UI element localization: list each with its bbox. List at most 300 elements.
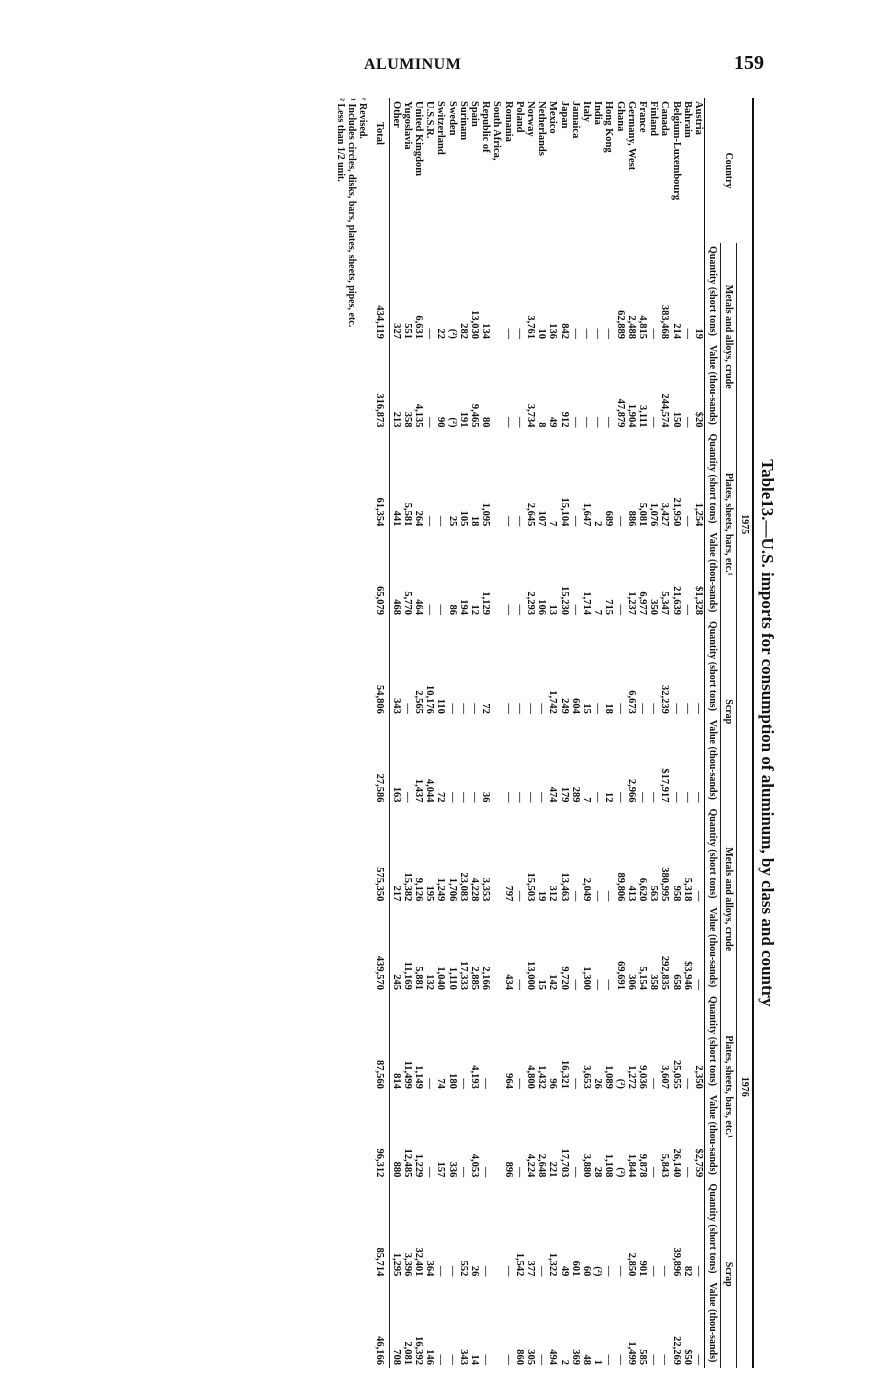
value-cell: — (681, 791, 693, 803)
country-header: Country (705, 98, 754, 243)
value-cell: — (614, 791, 626, 803)
value-cell: 157 (435, 1161, 447, 1178)
value-cell: 23,083 (457, 872, 469, 902)
value-cell: 96 (547, 1078, 559, 1089)
value-cell: 860 (513, 1349, 525, 1365)
value-cell: — (614, 703, 626, 714)
footnote-2: ² Less than 1/2 unit. (335, 98, 347, 182)
value-cell: 9,036 (636, 1065, 648, 1089)
value-cell: 10 (536, 328, 548, 339)
value-cell: — (569, 515, 581, 527)
value-cell: 3,396 (401, 1252, 413, 1277)
value-cell: — (513, 890, 525, 902)
value-cell: 3,607 (659, 1065, 671, 1089)
table-row (558, 98, 569, 1368)
value-cell: 896 (502, 1161, 514, 1178)
value-cell (491, 529, 502, 618)
value-cell: 383,468 (659, 304, 671, 339)
value-cell: 4,135 (412, 403, 424, 428)
year-header-1976: 1976 (737, 805, 754, 1368)
value-cell: 26 (592, 1078, 604, 1089)
value-cell: $50 (681, 1349, 693, 1365)
value-cell: 16,321 (558, 1060, 570, 1089)
value-cell: 1,322 (547, 1252, 559, 1277)
value-cell: 61,354 (374, 430, 390, 529)
country-cell: Germany, West (625, 101, 637, 171)
value-cell: 1,249 (435, 877, 447, 902)
value-cell: 14 (468, 1354, 480, 1365)
value-cell: 2,049 (580, 877, 592, 902)
table-row (390, 98, 402, 1368)
value-cell: — (524, 791, 536, 803)
country-cell: Spain (468, 101, 480, 127)
table-row (480, 98, 491, 1368)
value-cell: 9,720 (558, 966, 570, 990)
value-cell: 689 (603, 510, 615, 527)
value-cell: 179 (558, 786, 570, 803)
value-cell (491, 618, 502, 717)
value-cell: 1,904 (625, 403, 637, 428)
value-cell: 180 (446, 1073, 458, 1089)
value-cell: 5,881 (412, 966, 424, 990)
country-cell: Romania (502, 101, 514, 142)
value-cell: — (480, 1166, 492, 1178)
value-cell: 146 (424, 1349, 436, 1365)
value-cell: 16,392 (412, 1336, 424, 1365)
value-cell: 22 (435, 328, 447, 339)
country-cell: Total (374, 98, 390, 243)
value-cell: 85,714 (374, 1180, 390, 1279)
value-cell: — (536, 703, 548, 714)
value-cell: — (424, 1078, 436, 1089)
value-cell: — (480, 1265, 492, 1277)
country-cell: Finland (648, 101, 660, 137)
value-cell: $17,917 (659, 768, 671, 803)
value-cell: — (446, 703, 458, 714)
value-cell: 12 (603, 791, 615, 803)
value-cell: 439,570 (374, 904, 390, 993)
value-cell: 1,076 (648, 502, 660, 527)
table-row (491, 98, 502, 1368)
country-cell: Belgium-Luxembourg (670, 101, 682, 201)
value-cell: — (603, 328, 615, 339)
value-cell: 32,401 (412, 1247, 424, 1277)
value-cell: 715 (603, 599, 615, 615)
value-cell: — (648, 791, 660, 803)
value-cell: — (502, 515, 514, 527)
value-cell: 12,485 (401, 1148, 413, 1178)
value-cell: 1,499 (625, 1341, 637, 1365)
value-cell: — (681, 328, 693, 339)
value-cell: 1,229 (412, 1153, 424, 1178)
value-cell: 244,574 (659, 393, 671, 428)
value-cell: — (502, 703, 514, 714)
value-cell: 413 (625, 885, 637, 902)
value-cell: 1,095 (480, 502, 492, 527)
value-cell: 2,850 (625, 1252, 637, 1277)
value-cell: 2,488 (625, 315, 637, 339)
value-cell: 49 (558, 1265, 570, 1277)
value-cell: — (513, 416, 525, 428)
footnote-revised: ʳ Revised. (357, 98, 369, 139)
value-cell (491, 243, 502, 342)
value-cell: — (592, 979, 604, 990)
value-cell: 2,885 (468, 966, 480, 990)
value-cell: — (569, 416, 581, 428)
value-cell: 195 (424, 885, 436, 902)
value-cell: 6,673 (625, 690, 637, 714)
footnote-1: ¹ Includes circles, disks, bars, plates, sheets, pipes, etc. (346, 98, 358, 328)
value-cell: 19 (536, 890, 548, 902)
value-cell: 1,300 (580, 966, 592, 990)
value-cell: — (681, 1078, 693, 1089)
country-cell: Hong Kong (603, 101, 615, 153)
table-row (413, 98, 424, 1368)
value-cell: 17,703 (558, 1148, 570, 1178)
value-cell: 7 (592, 609, 604, 615)
value-cell: 6,977 (636, 591, 648, 615)
value-cell: 464 (412, 599, 424, 615)
value-cell: 1,437 (412, 778, 424, 803)
quantity-column-header: Quantity (short tons) (705, 805, 721, 904)
country-cell: South Africa, (491, 101, 503, 161)
value-cell: 494 (547, 1349, 559, 1365)
value-cell: 1,110 (446, 966, 458, 990)
value-cell: — (648, 328, 660, 339)
total-row (374, 98, 390, 1368)
value-cell: 132 (424, 974, 436, 990)
value-cell: 9,126 (412, 877, 424, 902)
value-cell: 28 (592, 1166, 604, 1178)
value-cell: 90 (435, 416, 447, 428)
value-cell: — (513, 515, 525, 527)
value-cell: — (603, 1265, 615, 1277)
value-cell: 327 (390, 323, 402, 339)
country-cell: Mexico (547, 101, 559, 134)
value-cell: 1,272 (625, 1065, 637, 1089)
value-cell: 27,586 (374, 717, 390, 806)
value-cell: — (569, 328, 581, 339)
value-cell: 292,835 (659, 955, 671, 990)
value-cell: 316,873 (374, 342, 390, 431)
value-cell: 1,129 (480, 591, 492, 615)
value-cell: 7 (580, 797, 592, 803)
value-cell: 3,653 (580, 1065, 592, 1089)
value-cell: — (569, 979, 581, 990)
value-cell: — (424, 515, 436, 527)
value-column-header: Value (thou-sands) (705, 1279, 721, 1368)
value-cell: 136 (547, 323, 559, 339)
value-cell: 468 (390, 599, 402, 615)
table-body (374, 98, 704, 1368)
table-row (502, 98, 513, 1368)
value-cell: — (603, 1354, 615, 1365)
value-cell: 289 (569, 786, 581, 803)
value-cell: — (536, 1354, 548, 1365)
country-cell: Bahrain (681, 101, 693, 138)
value-cell: 22,269 (670, 1336, 682, 1365)
value-cell: 217 (390, 885, 402, 902)
value-cell (491, 1092, 502, 1181)
value-cell (491, 993, 502, 1092)
imports-table (374, 98, 754, 1368)
value-cell: (²) (614, 1167, 626, 1178)
country-cell: Republic of (480, 101, 492, 153)
value-cell: — (513, 328, 525, 339)
value-cell: — (457, 1166, 469, 1178)
table-row (458, 98, 469, 1368)
value-cell: — (648, 703, 660, 714)
value-cell: 2,645 (524, 502, 536, 527)
value-cell: — (681, 604, 693, 615)
country-cell: Yugoslavia (401, 101, 413, 150)
value-cell: 48 (580, 1354, 592, 1365)
running-head-title: ALUMINUM (364, 56, 462, 73)
value-cell: — (648, 1166, 660, 1178)
value-column-header: Value (thou-sands) (705, 717, 721, 806)
value-cell: 69,691 (614, 961, 626, 990)
country-cell: Austria (693, 101, 704, 135)
value-cell: 1,295 (390, 1252, 402, 1277)
value-cell: 658 (670, 974, 682, 990)
value-cell: 4,815 (636, 315, 648, 339)
country-cell: India (592, 101, 604, 125)
value-cell: 2,350 (693, 1065, 704, 1089)
value-cell: 343 (457, 1349, 469, 1365)
table-row (402, 98, 413, 1368)
group-header: Metals and alloys, crude (721, 243, 737, 430)
value-cell: 3,734 (524, 403, 536, 428)
value-cell: 5,581 (401, 502, 413, 527)
value-cell: — (614, 1265, 626, 1277)
value-cell: — (502, 1265, 514, 1277)
value-cell: 601 (569, 1260, 581, 1277)
value-cell: (²) (446, 417, 458, 428)
value-cell: — (569, 1166, 581, 1178)
value-cell: 1,149 (412, 1065, 424, 1089)
country-cell: Switzerland (435, 101, 447, 155)
value-cell: 434 (502, 974, 514, 990)
value-cell: — (457, 1078, 469, 1089)
country-cell: Japan (558, 101, 570, 129)
value-column-header: Value (thou-sands) (705, 342, 721, 431)
value-cell: 441 (390, 510, 402, 527)
table-row (469, 98, 480, 1368)
rotated-table-block (108, 98, 780, 1368)
value-cell: 13 (547, 604, 559, 615)
value-column-header: Value (thou-sands) (705, 1092, 721, 1181)
value-cell: 15,503 (524, 872, 536, 902)
value-cell: — (603, 416, 615, 428)
value-cell: — (513, 1166, 525, 1178)
value-cell: — (536, 791, 548, 803)
country-cell: Canada (659, 101, 671, 137)
value-cell: 12 (468, 604, 480, 615)
value-cell: — (614, 1354, 626, 1365)
table-row (536, 98, 547, 1368)
value-cell: — (446, 791, 458, 803)
value-cell: 3,111 (636, 405, 648, 428)
value-cell: 6,631 (412, 315, 424, 339)
table-row (424, 98, 435, 1368)
value-cell: 62,889 (614, 310, 626, 339)
value-cell: 585 (636, 1349, 648, 1365)
table-row (514, 98, 525, 1368)
value-cell: 18 (603, 703, 615, 714)
value-cell: 575,350 (374, 805, 390, 904)
value-cell: 191 (457, 411, 469, 428)
value-cell: — (681, 515, 693, 527)
value-cell: 3,880 (580, 1153, 592, 1178)
value-cell: 107 (536, 510, 548, 527)
value-cell: — (648, 1078, 660, 1089)
group-header: Metals and alloys, crude (721, 805, 737, 992)
value-cell: — (580, 416, 592, 428)
value-cell (491, 430, 502, 529)
value-cell: — (424, 1166, 436, 1178)
value-cell: 3,353 (480, 877, 492, 902)
country-cell: Other (390, 101, 402, 128)
value-cell: — (513, 1078, 525, 1089)
value-cell: (²) (446, 328, 458, 339)
value-cell: 4,044 (424, 778, 436, 803)
value-cell: 142 (547, 974, 559, 990)
value-cell: 245 (390, 974, 402, 990)
value-cell: — (670, 703, 682, 714)
value-cell: 842 (558, 323, 570, 339)
value-cell: 1,542 (513, 1252, 525, 1277)
value-cell: 1,647 (580, 502, 592, 527)
value-cell: — (457, 703, 469, 714)
value-cell: 213 (390, 411, 402, 428)
value-cell: 708 (390, 1349, 402, 1365)
value-cell: $1,328 (693, 586, 704, 615)
country-cell: Norway (524, 101, 536, 137)
value-cell: — (424, 328, 436, 339)
value-cell: 9,878 (636, 1153, 648, 1178)
value-cell: 5,081 (636, 502, 648, 527)
table-row (592, 98, 603, 1368)
value-cell: — (480, 1078, 492, 1089)
value-cell: — (502, 328, 514, 339)
value-cell: — (670, 791, 682, 803)
value-cell: 89,806 (614, 872, 626, 902)
value-cell: $2,759 (693, 1148, 704, 1178)
column-header-row (705, 98, 721, 1368)
value-cell: 82 (681, 1265, 693, 1277)
value-cell: 2,293 (524, 591, 536, 615)
value-cell: 563 (648, 885, 660, 902)
value-cell: 214 (670, 323, 682, 339)
quantity-column-header: Quantity (short tons) (705, 993, 721, 1092)
value-cell: — (592, 416, 604, 428)
value-cell: (²) (592, 1266, 604, 1277)
value-cell: 49 (547, 416, 559, 428)
value-cell: — (502, 604, 514, 615)
value-cell: 15,230 (558, 586, 570, 615)
value-cell: 19 (693, 328, 704, 339)
value-cell: 13,030 (468, 310, 480, 339)
value-cell: 86 (446, 604, 458, 615)
value-cell: — (592, 791, 604, 803)
value-cell: 1,089 (603, 1065, 615, 1089)
value-cell: 39,896 (670, 1247, 682, 1277)
value-cell: — (614, 515, 626, 527)
value-cell: — (502, 1354, 514, 1365)
table-row (693, 98, 705, 1368)
group-header: Scrap (721, 1180, 737, 1368)
table-row (547, 98, 558, 1368)
value-cell: 350 (648, 599, 660, 615)
value-cell: 25 (446, 515, 458, 527)
country-cell: Jamaica (569, 101, 581, 139)
table-row (648, 98, 659, 1368)
value-cell: 21,950 (670, 497, 682, 527)
table-row (525, 98, 536, 1368)
value-cell: $20 (693, 411, 704, 428)
value-cell: 25,055 (670, 1060, 682, 1089)
value-cell: 604 (569, 698, 581, 714)
value-cell: 1,040 (435, 966, 447, 990)
value-cell: 15,104 (558, 497, 570, 527)
table-row (659, 98, 670, 1368)
value-cell: 1,742 (547, 690, 559, 714)
value-cell: 5,770 (401, 591, 413, 615)
country-cell: U.S.S.R. (424, 101, 436, 139)
value-cell: — (502, 416, 514, 428)
value-cell: — (636, 703, 648, 714)
value-cell: 958 (670, 885, 682, 902)
footnotes (335, 98, 368, 1368)
value-cell: 2 (558, 1359, 570, 1365)
value-cell: 4,224 (524, 1153, 536, 1178)
value-cell: — (681, 703, 693, 714)
value-cell: 1 (592, 1359, 604, 1365)
table-row (446, 98, 457, 1368)
value-cell: — (681, 416, 693, 428)
value-cell: 8 (536, 422, 548, 428)
value-cell: 221 (547, 1161, 559, 1178)
value-cell: 305 (524, 1349, 536, 1365)
value-cell (491, 805, 502, 904)
value-cell: 249 (558, 698, 570, 714)
value-cell: 10,176 (424, 685, 436, 714)
value-cell: 2,966 (625, 778, 637, 803)
value-cell: — (513, 703, 525, 714)
table-row (682, 98, 693, 1368)
value-cell: 96,312 (374, 1092, 390, 1181)
value-cell: — (435, 1265, 447, 1277)
value-cell: — (592, 703, 604, 714)
value-cell: — (693, 890, 704, 902)
value-cell: 358 (401, 411, 413, 428)
value-cell: 886 (625, 510, 637, 527)
value-cell (491, 342, 502, 431)
value-cell: 163 (390, 786, 402, 803)
value-cell: 36 (480, 791, 492, 803)
value-cell: 2,648 (536, 1153, 548, 1178)
quantity-column-header: Quantity (short tons) (705, 1180, 721, 1279)
value-cell: 880 (390, 1161, 402, 1178)
country-cell: Italy (580, 101, 592, 122)
value-cell: 964 (502, 1073, 514, 1089)
value-cell: — (580, 328, 592, 339)
value-cell: 6,620 (636, 877, 648, 902)
value-cell: 9,465 (468, 403, 480, 428)
value-cell: — (693, 1354, 704, 1365)
value-cell: — (569, 604, 581, 615)
value-cell: $3,946 (681, 961, 693, 990)
